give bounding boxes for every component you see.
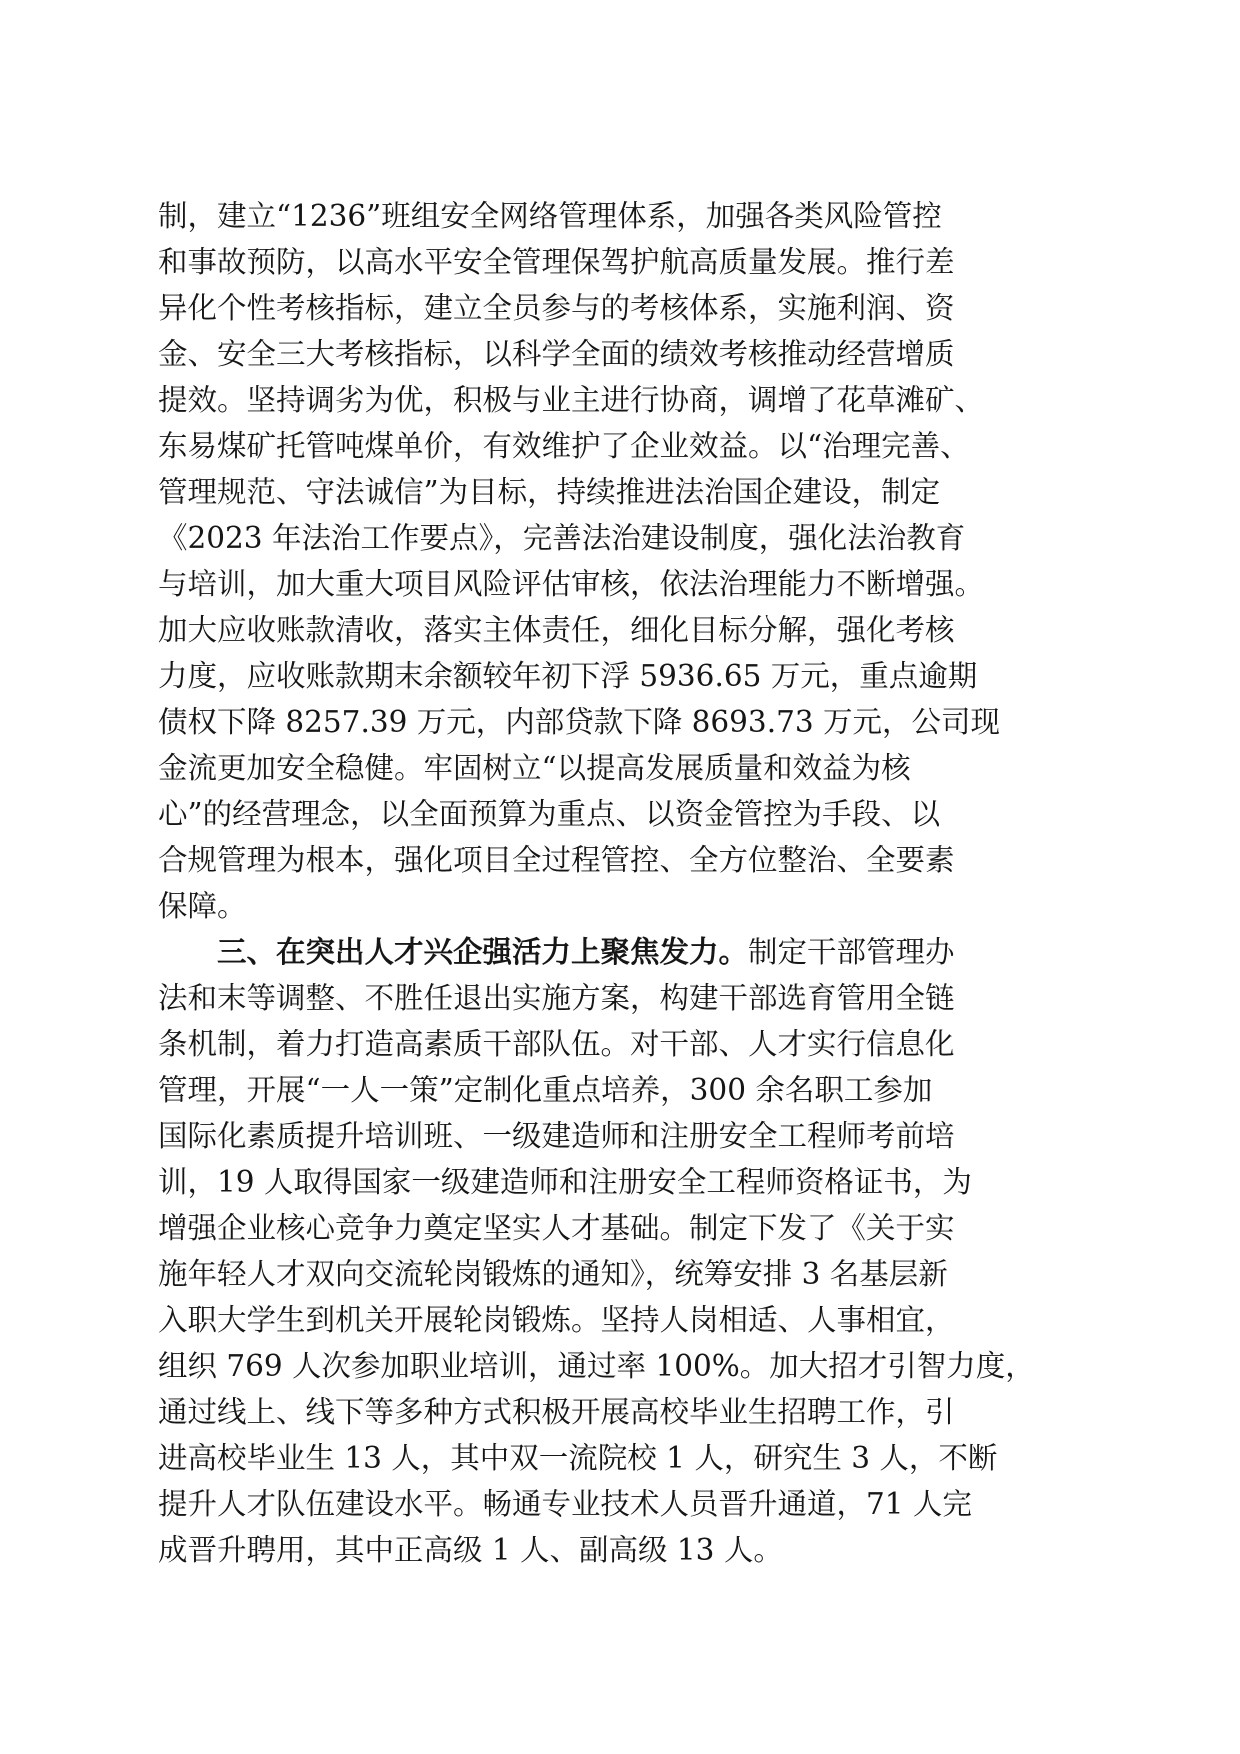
section-heading: 三、在突出人才兴企强活力上聚焦发力。 [217, 935, 749, 969]
text-line: 组织 769 人次参加职业培训，通过率 100%。加大招才引智力度， [158, 1349, 1035, 1383]
text-line: 管理，开展“一人一策”定制化重点培养，300 余名职工参加 [158, 1073, 933, 1107]
text-line: 通过线上、线下等多种方式积极开展高校毕业生招聘工作，引 [158, 1395, 955, 1429]
text-line: 国际化素质提升培训班、一级建造师和注册安全工程师考前培 [158, 1119, 955, 1153]
text-line: 条机制，着力打造高素质干部队伍。对干部、人才实行信息化 [158, 1027, 955, 1061]
text-line: 和事故预防，以高水平安全管理保驾护航高质量发展。推行差 [158, 245, 955, 279]
text-line: 施年轻人才双向交流轮岗锻炼的通知》，统筹安排 3 名基层新 [158, 1257, 948, 1291]
text-line: 债权下降 8257.39 万元，内部贷款下降 8693.73 万元，公司现 [158, 705, 1000, 739]
document-body [158, 193, 1078, 1573]
text-line: 心”的经营理念，以全面预算为重点、以资金管控为手段、以 [158, 797, 941, 831]
text-line: 管理规范、守法诚信”为目标，持续推进法治国企建设，制定 [158, 475, 941, 509]
text-run: 制定干部管理办 [748, 935, 955, 969]
text-line: 提升人才队伍建设水平。畅通专业技术人员晋升通道，71 人完 [158, 1487, 972, 1521]
text-line: 训，19 人取得国家一级建造师和注册安全工程师资格证书，为 [158, 1165, 972, 1199]
text-line: 法和末等调整、不胜任退出实施方案，构建干部选育管用全链 [158, 981, 955, 1015]
text-line: 加大应收账款清收，落实主体责任，细化目标分解，强化考核 [158, 613, 955, 647]
text-line: 《2023 年法治工作要点》，完善法治建设制度，强化法治教育 [158, 521, 966, 555]
text-line: 成晋升聘用，其中正高级 1 人、副高级 13 人。 [158, 1533, 783, 1567]
text-line: 制，建立“1236”班组安全网络管理体系，加强各类风险管控 [158, 199, 942, 233]
text-line: 东易煤矿托管吨煤单价，有效维护了企业效益。以“治理完善、 [158, 429, 970, 463]
text-line: 金、安全三大考核指标，以科学全面的绩效考核推动经营增质 [158, 337, 955, 371]
text-line: 提效。坚持调劣为优，积极与业主进行协商，调增了花草滩矿、 [158, 383, 985, 417]
text-line: 入职大学生到机关开展轮岗锻炼。坚持人岗相适、人事相宜， [158, 1303, 955, 1337]
text-line: 合规管理为根本，强化项目全过程管控、全方位整治、全要素 [158, 843, 955, 877]
text-line: 力度，应收账款期末余额较年初下浮 5936.65 万元，重点逾期 [158, 659, 978, 693]
text-line: 增强企业核心竞争力奠定坚实人才基础。制定下发了《关于实 [158, 1211, 955, 1245]
paragraph-risk-management [158, 193, 1078, 929]
paragraph-talent-development [158, 929, 1078, 1573]
paragraph-first-line [158, 929, 1078, 975]
text-line: 异化个性考核指标，建立全员参与的考核体系，实施利润、资 [158, 291, 955, 325]
text-line: 进高校毕业生 13 人，其中双一流院校 1 人，研究生 3 人，不断 [158, 1441, 998, 1475]
text-line: 保障。 [158, 889, 247, 923]
text-line: 金流更加安全稳健。牢固树立“以提高发展质量和效益为核 [158, 751, 911, 785]
text-line: 与培训，加大重大项目风险评估审核，依法治理能力不断增强。 [158, 567, 985, 601]
